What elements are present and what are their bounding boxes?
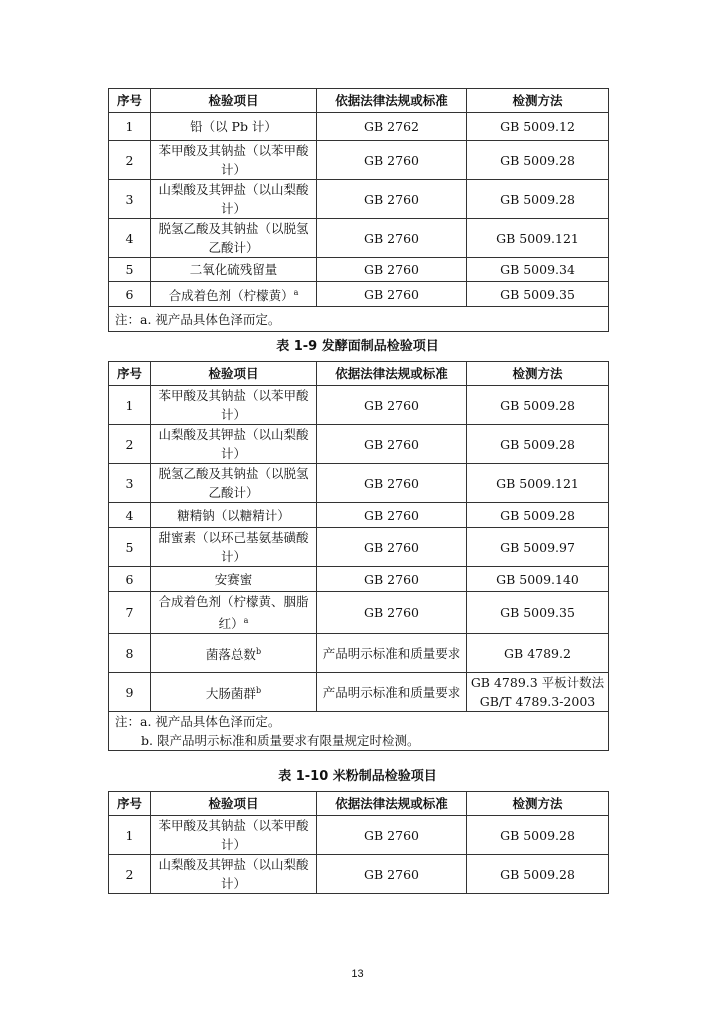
cell-basis: 产品明示标准和质量要求 [317,634,467,673]
table-caption-1-9: 表 1-9 发酵面制品检验项目 [276,339,439,354]
cell-basis: GB 2762 [317,113,467,141]
cell-basis: GB 2760 [317,816,467,855]
table-1-10 [108,791,609,894]
item-text: 苯甲酸及其钠盐（以苯甲酸计） [158,388,309,422]
table-header-row [109,362,609,386]
column-header-basis: 依据法律法规或标准 [317,89,467,113]
cell-item [151,425,317,464]
cell-item [151,258,317,282]
cell-basis: GB 2760 [317,592,467,634]
cell-basis: GB 2760 [317,855,467,894]
column-header-item: 检验项目 [151,792,317,816]
cell-item [151,386,317,425]
cell-item [151,634,317,673]
table-row [109,816,609,855]
item-text: 山梨酸及其钾盐（以山梨酸计） [158,182,309,216]
table-row [109,673,609,712]
item-text: 铅（以 Pb 计） [190,119,277,134]
cell-no: 5 [109,528,151,567]
item-text: 苯甲酸及其钠盐（以苯甲酸计） [158,143,309,177]
cell-basis: GB 2760 [317,464,467,503]
column-header-item: 检验项目 [151,362,317,386]
cell-method: GB 5009.140 [467,567,609,592]
cell-method: GB 5009.35 [467,592,609,634]
cell-item [151,464,317,503]
cell-method: GB 5009.28 [467,180,609,219]
column-header-method: 检测方法 [467,362,609,386]
cell-method: GB 4789.2 [467,634,609,673]
cell-no: 3 [109,180,151,219]
item-text: 安赛蜜 [214,571,253,587]
cell-item [151,528,317,567]
note-line: 注：a. 视产品具体色泽而定。 [115,311,281,327]
cell-item [151,113,317,141]
item-text: 合成着色剂（柠檬黄） [168,288,294,304]
cell-method: GB 5009.28 [467,855,609,894]
cell-basis: GB 2760 [317,425,467,464]
cell-no: 9 [109,673,151,712]
cell-method: GB 5009.28 [467,425,609,464]
table-header-row [109,792,609,816]
cell-basis: GB 2760 [317,141,467,180]
cell-method: GB 5009.121 [467,219,609,258]
cell-no: 7 [109,592,151,634]
footnote-marker: b [255,647,262,657]
footnote-marker: a [243,616,249,625]
table-row [109,528,609,567]
table-row [109,592,609,634]
table-row [109,503,609,528]
item-text: 山梨酸及其钾盐（以山梨酸计） [158,427,309,461]
footnote-marker: a [293,287,299,297]
table-row [109,141,609,180]
item-text: 二氧化硫残留量 [189,262,278,277]
cell-basis: GB 2760 [317,567,467,592]
cell-item [151,673,317,712]
item-text: 苯甲酸及其钠盐（以苯甲酸计） [158,818,309,852]
table-row [109,282,609,307]
cell-basis: GB 2760 [317,180,467,219]
table-row [109,634,609,673]
cell-method: GB 5009.97 [467,528,609,567]
cell-method: GB 5009.121 [467,464,609,503]
cell-no: 1 [109,816,151,855]
cell-method: GB 5009.28 [467,386,609,425]
table-row [109,180,609,219]
note-line: b. 限产品明示标准和质量要求有限量规定时检测。 [141,733,420,749]
table-row [109,386,609,425]
item-text: 山梨酸及其钾盐（以山梨酸计） [158,857,309,891]
cell-no: 5 [109,258,151,282]
column-header-item: 检验项目 [151,89,317,113]
table-row [109,219,609,258]
cell-basis: GB 2760 [317,503,467,528]
cell-method: GB 5009.28 [467,816,609,855]
cell-item [151,816,317,855]
cell-item [151,180,317,219]
cell-no: 1 [109,386,151,425]
item-text: 脱氢乙酸及其钠盐（以脱氢乙酸计） [158,466,309,500]
cell-no: 4 [109,219,151,258]
item-text: 合成着色剂（柠檬黄、胭脂红） [158,594,309,632]
column-header-basis: 依据法律法规或标准 [317,362,467,386]
table-notes [109,712,609,751]
table-caption-1-10: 表 1-10 米粉制品检验项目 [278,769,437,784]
table-1-9 [108,361,609,751]
cell-basis: GB 2760 [317,528,467,567]
column-header-method: 检测方法 [467,89,609,113]
cell-method: GB 4789.3 平板计数法 GB/T 4789.3-2003 [467,673,609,712]
table-header-row [109,89,609,113]
item-text: 菌落总数 [205,647,256,663]
column-header-no: 序号 [109,792,151,816]
cell-basis: 产品明示标准和质量要求 [317,673,467,712]
cell-item [151,592,317,634]
table-row [109,258,609,282]
table-notes [109,307,609,332]
item-text: 甜蜜素（以环己基氨基磺酸计） [158,530,309,564]
cell-method: GB 5009.35 [467,282,609,307]
cell-method: GB 5009.28 [467,503,609,528]
cell-basis: GB 2760 [317,258,467,282]
cell-item [151,567,317,592]
column-header-method: 检测方法 [467,792,609,816]
footnote-marker: b [255,686,262,696]
cell-no: 8 [109,634,151,673]
cell-no: 2 [109,855,151,894]
table-row [109,567,609,592]
table-row [109,464,609,503]
cell-basis: GB 2760 [317,282,467,307]
cell-method: GB 5009.12 [467,113,609,141]
cell-method: GB 5009.34 [467,258,609,282]
cell-item [151,219,317,258]
cell-no: 3 [109,464,151,503]
cell-no: 6 [109,567,151,592]
column-header-no: 序号 [109,89,151,113]
table-1-8-continued [108,88,609,332]
item-text: 大肠菌群 [205,686,256,702]
column-header-no: 序号 [109,362,151,386]
cell-basis: GB 2760 [317,219,467,258]
cell-method: GB 5009.28 [467,141,609,180]
cell-no: 6 [109,282,151,307]
cell-item [151,282,317,307]
page-number: 13 [351,968,364,980]
table-row [109,425,609,464]
cell-no: 2 [109,141,151,180]
cell-item [151,503,317,528]
table-row [109,855,609,894]
cell-item [151,141,317,180]
cell-no: 4 [109,503,151,528]
cell-no: 1 [109,113,151,141]
column-header-basis: 依据法律法规或标准 [317,792,467,816]
cell-no: 2 [109,425,151,464]
table-row [109,113,609,141]
note-line: 注：a. 视产品具体色泽而定。 [115,714,281,730]
cell-item [151,855,317,894]
cell-basis: GB 2760 [317,386,467,425]
item-text: 糖精钠（以糖精计） [177,507,290,523]
item-text: 脱氢乙酸及其钠盐（以脱氢乙酸计） [158,221,309,255]
